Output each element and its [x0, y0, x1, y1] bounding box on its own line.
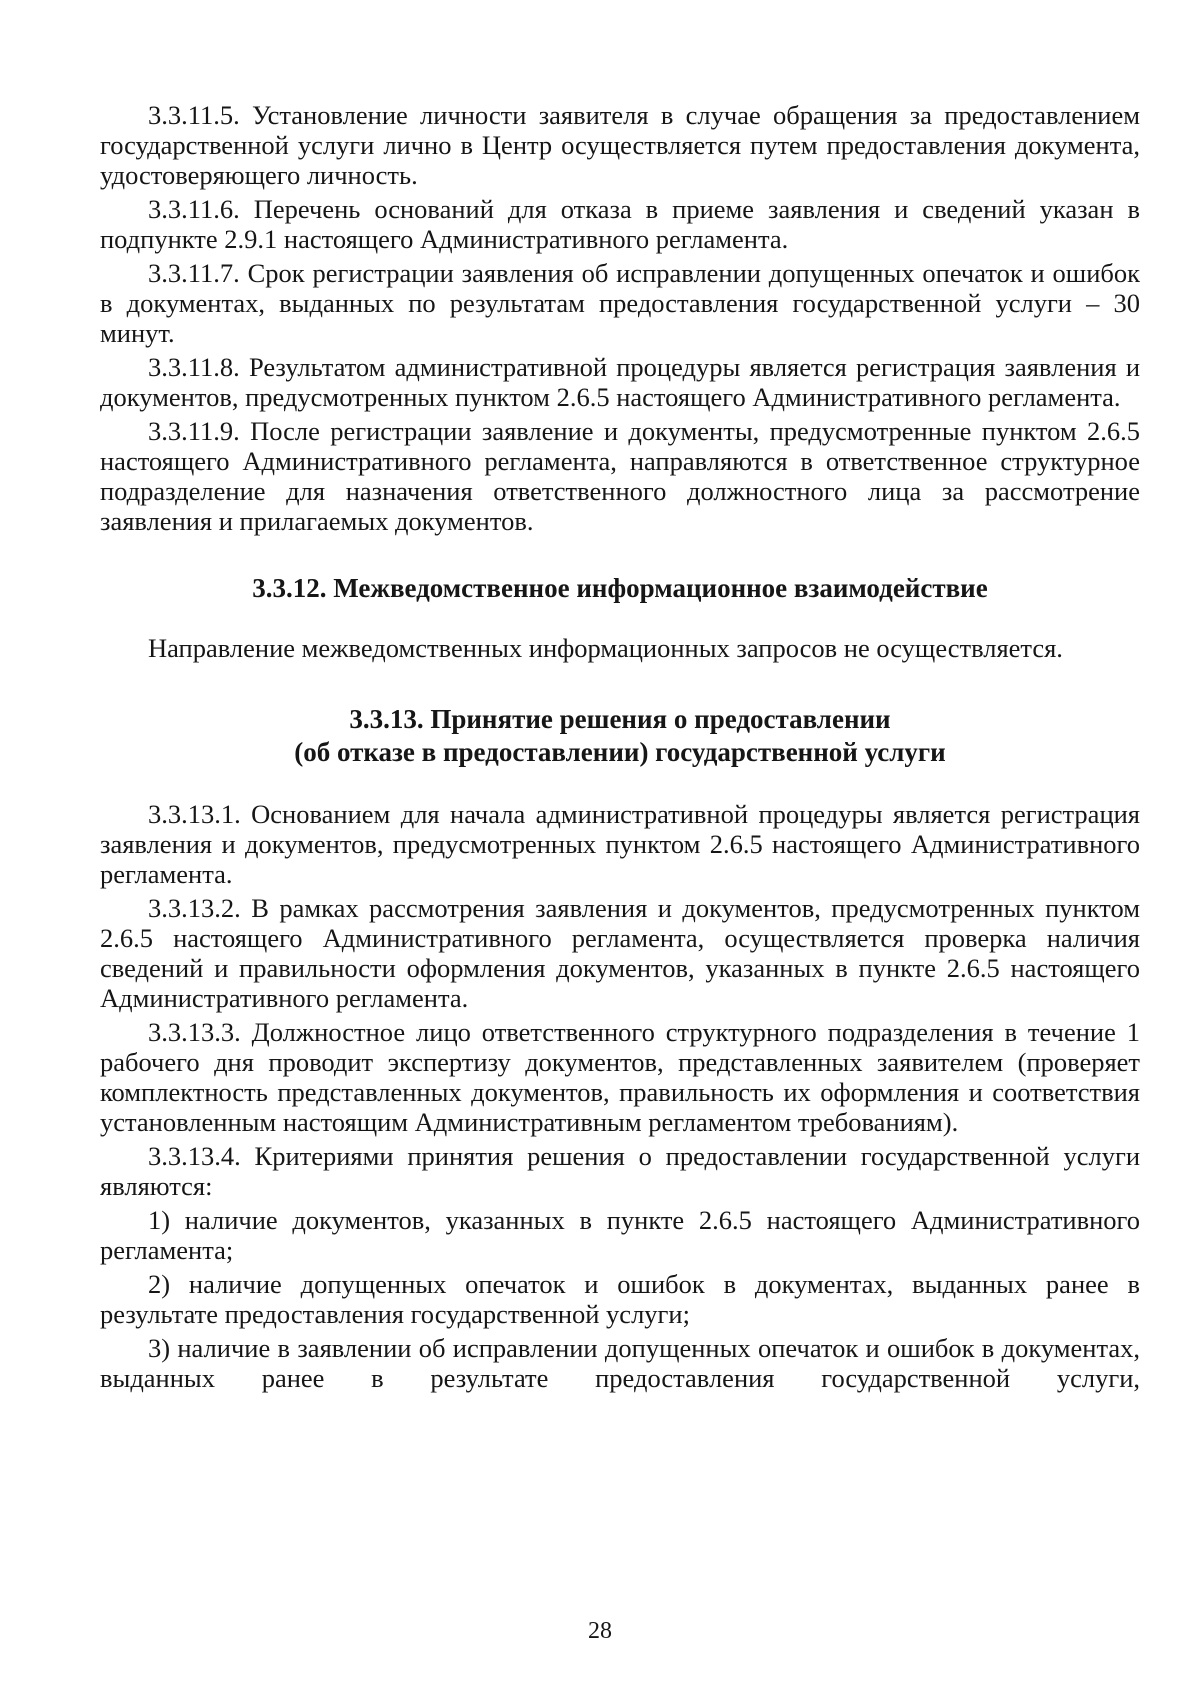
paragraph-3-3-11-6: 3.3.11.6. Перечень оснований для отказа в приеме заявления и сведений указан в подпункте 2.9.1 настоящего Административного регламента.: [100, 194, 1140, 254]
section-heading-3-3-13-line2: (об отказе в предоставлении) государственной услуги: [294, 737, 946, 767]
list-item-2: 2) наличие допущенных опечаток и ошибок в документах, выданных ранее в результате предоставления государственной услуги;: [100, 1269, 1140, 1329]
section-heading-3-3-13-line1: 3.3.13. Принятие решения о предоставлении: [349, 704, 891, 734]
list-item-3: 3) наличие в заявлении об исправлении допущенных опечаток и ошибок в документах, выданных ранее в результате предоставления государственной услуги,: [100, 1333, 1140, 1393]
page-number: 28: [588, 1618, 612, 1644]
paragraph-3-3-13-4: 3.3.13.4. Критериями принятия решения о предоставлении государственной услуги являются:: [100, 1141, 1140, 1201]
paragraph-3-3-12-text: Направление межведомственных информационных запросов не осуществляется.: [148, 633, 1063, 663]
paragraph-3-3-11-7: 3.3.11.7. Срок регистрации заявления об исправлении допущенных опечаток и ошибок в документах, выданных по результатам предоставления государственной услуги – 30 минут.: [100, 258, 1140, 348]
section-heading-3-3-12: 3.3.12. Межведомственное информационное взаимодействие: [252, 573, 988, 603]
paragraph-3-3-13-2: 3.3.13.2. В рамках рассмотрения заявления и документов, предусмотренных пунктом 2.6.5 настоящего Административного регламента, осуществляется проверка наличия сведений и правильности оформления документов, указанных в пункте 2.6.5 настоящего Административного регламента.: [100, 893, 1140, 1013]
paragraph-3-3-11-5: 3.3.11.5. Установление личности заявителя в случае обращения за предоставлением государственной услуги лично в Центр осуществляется путем предоставления документа, удостоверяющего личность.: [100, 100, 1140, 190]
paragraph-3-3-13-1: 3.3.13.1. Основанием для начала административной процедуры является регистрация заявления и документов, предусмотренных пунктом 2.6.5 настоящего Административного регламента.: [100, 799, 1140, 889]
section-heading-3-3-13: [100, 703, 1140, 769]
list-item-1: 1) наличие документов, указанных в пункте 2.6.5 настоящего Административного регламента;: [100, 1205, 1140, 1265]
paragraph-3-3-11-9: 3.3.11.9. После регистрации заявление и документы, предусмотренные пунктом 2.6.5 настоящего Административного регламента, направляются в ответственное структурное подразделение для назначения ответственного должностного лица за рассмотрение заявления и прилагаемых документов.: [100, 416, 1140, 536]
paragraph-3-3-11-8: 3.3.11.8. Результатом административной процедуры является регистрация заявления и документов, предусмотренных пунктом 2.6.5 настоящего Административного регламента.: [100, 352, 1140, 412]
paragraph-3-3-13-3: 3.3.13.3. Должностное лицо ответственного структурного подразделения в течение 1 рабочего дня проводит экспертизу документов, представленных заявителем (проверяет комплектность представленных документов, правильность их оформления и соответствия установленным настоящим Административным регламентом требованиям).: [100, 1017, 1140, 1137]
document-page: [100, 100, 1140, 1397]
